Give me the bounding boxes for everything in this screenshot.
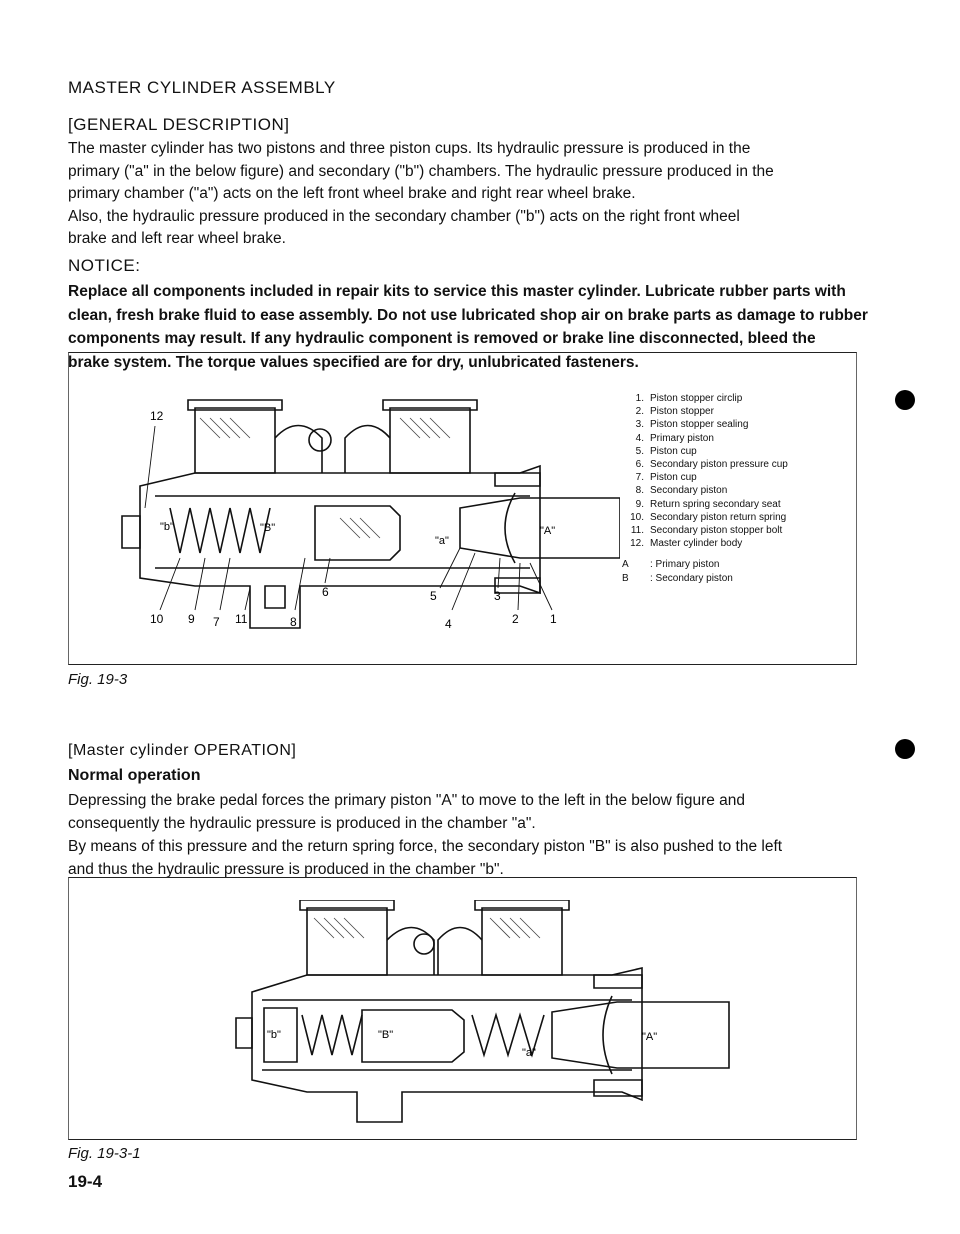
callout-2: 2 [512, 612, 519, 626]
legend-item: 6. Secondary piston pressure cup [635, 459, 788, 471]
operation-line: and thus the hydraulic pressure is produced in the chamber "b". [68, 861, 504, 878]
callout-8: 8 [290, 615, 297, 629]
operation-line: Depressing the brake pedal forces the primary piston "A" to move to the left in the below figure and [68, 792, 746, 809]
legend-item: 10. Secondary piston return spring [630, 511, 787, 523]
callout-1: 1 [550, 612, 557, 626]
operation-text [68, 789, 868, 881]
chamber-b-label: "b" [267, 1029, 281, 1041]
operation-heading: [Master cylinder OPERATION] [68, 742, 297, 759]
notice-line: clean, fresh brake fluid to ease assembly. Do not use lubricated shop air on brake parts as damage to rubber [68, 306, 868, 324]
margin-bullet [895, 390, 915, 410]
operation-line: consequently the hydraulic pressure is produced in the chamber "a". [68, 815, 536, 832]
general-line: primary chamber ("a") acts on the left front wheel brake and right rear wheel brake. [68, 185, 636, 202]
callout-9: 9 [188, 612, 195, 626]
figure-1-legend [622, 392, 788, 585]
operation-line: By means of this pressure and the return spring force, the secondary piston "B" is also pushed to the left [68, 838, 783, 855]
page-number: 19-4 [68, 1172, 103, 1191]
legend-item: A : Primary piston [622, 559, 720, 571]
legend-item: 11. Secondary piston stopper bolt [630, 525, 783, 537]
margin-bullet [895, 739, 915, 759]
primary-piston-label: "A" [642, 1031, 658, 1043]
callout-10: 10 [150, 612, 164, 626]
legend-item: B : Secondary piston [622, 572, 733, 584]
notice-heading: NOTICE: [68, 256, 141, 275]
callout-4: 4 [445, 617, 452, 631]
legend-item: 3. Piston stopper sealing [635, 419, 749, 431]
general-line: primary ("a" in the below figure) and secondary ("b") chambers. The hydraulic pressure produced in the [68, 162, 774, 180]
secondary-piston-label: "B" [260, 522, 276, 534]
general-line: The master cylinder has two pistons and three piston cups. Its hydraulic pressure is produced in the [68, 140, 751, 157]
legend-item: 12. Master cylinder body [630, 538, 743, 550]
callout-12: 12 [150, 409, 164, 423]
legend-item: 2. Piston stopper [635, 406, 714, 418]
legend-item: 8. Secondary piston [635, 485, 728, 497]
legend-item: 4. Primary piston [635, 432, 714, 444]
general-description-heading: [GENERAL DESCRIPTION] [68, 115, 290, 134]
figure-2-caption: Fig. 19-3-1 [68, 1145, 141, 1162]
master-cylinder-cutaway-diagram [100, 378, 620, 638]
chamber-b-label: "b" [160, 521, 174, 533]
normal-operation-subheading: Normal operation [68, 767, 201, 784]
callout-6: 6 [322, 585, 329, 599]
primary-piston-label: "A" [540, 525, 556, 537]
secondary-piston-label: "B" [378, 1029, 394, 1041]
figure-1-caption: Fig. 19-3 [68, 671, 128, 688]
callout-7: 7 [213, 615, 220, 629]
callout-3: 3 [494, 589, 501, 603]
callout-11: 11 [235, 612, 248, 626]
general-description-text [68, 138, 868, 251]
callout-5: 5 [430, 589, 437, 603]
notice-line: brake system. The torque values specified are for dry, unlubricated fasteners. [68, 353, 639, 371]
notice-line: components may result. If any hydraulic component is removed or brake line disconnected, bleed the [68, 330, 816, 347]
legend-item: 5. Piston cup [635, 445, 697, 457]
page-title: MASTER CYLINDER ASSEMBLY [68, 78, 336, 97]
general-line: Also, the hydraulic pressure produced in the secondary chamber ("b") acts on the right front wheel [68, 207, 740, 225]
master-cylinder-operation-diagram [222, 900, 742, 1125]
notice-line: Replace all components included in repair kits to service this master cylinder. Lubricate rubber parts with [68, 283, 846, 300]
legend-item: 1. Piston stopper circlip [635, 393, 743, 404]
legend-item: 7. Piston cup [635, 472, 697, 484]
legend-item: 9. Return spring secondary seat [635, 498, 781, 510]
chamber-a-label: "a" [435, 535, 449, 547]
chamber-a-label: "a" [522, 1047, 536, 1059]
general-line: brake and left rear wheel brake. [68, 230, 286, 247]
